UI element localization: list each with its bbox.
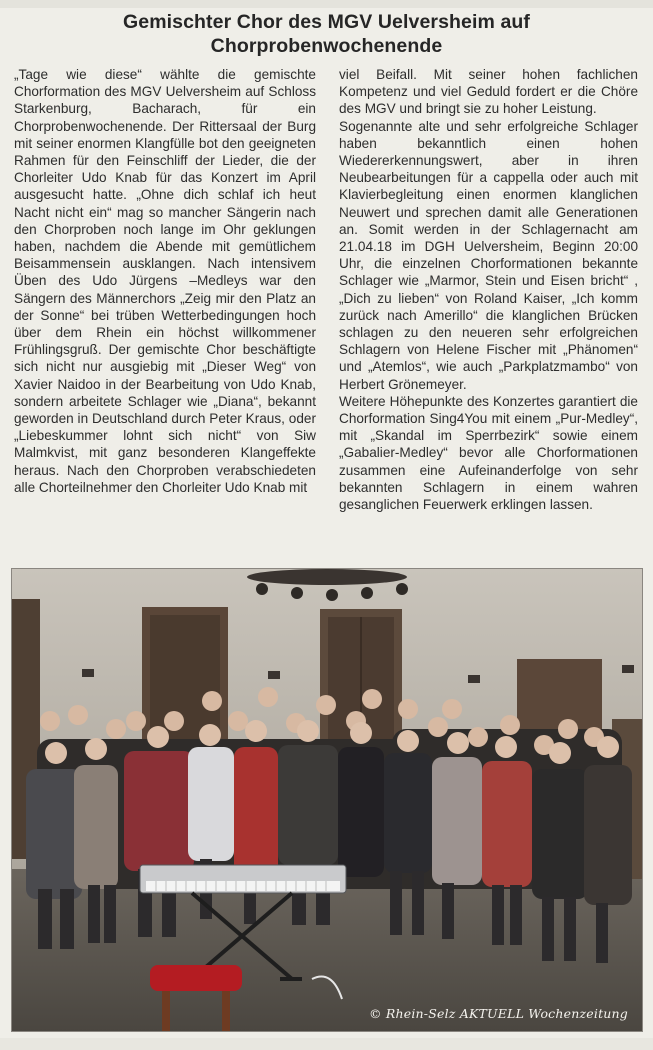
right-column-paragraph-2: Sogenannte alte und sehr erfolgreiche Schlager haben bekanntlich einen hohen Wiedererkennungswert, aber in ihren Neubearbeitungen für a cappella oder auch mit Klavierbegleitung einen enormen klanglichen Neuwert und sprechen damit alle Generationen an. Somit werden in der Schlagernacht am 21.04.18 im DGH Uelversheim, Beginn 20:00 Uhr, die einzelnen Chorformationen bekannte Schlager wie „Marmor, Stein und Eisen bricht“ , „Dich zu lieben“ von Roland Kaiser, „Ich komm zurück nach Amerillo“ die klanglichen Brücken schlagen zu den neueren sehr erfolgreichen Schlagern von Helene Fischer mit „Phänomen“ und „Atemlos“, wie auch „Parkplatzmambo“ von Herbert Grönemeyer. [339,118,638,392]
photo-illustration [12,569,643,1032]
left-column-text: „Tage wie diese“ wählte die gemischte Chorformation des MGV Uelversheim auf Schloss Starkenburg, Bacharach, für ein Chorprobenwochenende. Der Rittersaal der Burg mit seiner enormen Klangfülle bot den geeigneten Rahmen für den Feinschliff der Lieder, die der Chorleiter Udo Knab für das Konzert im April ausgesucht hatte. „Ohne dich schlaf ich heut Nacht nicht ein“ mag so mancher Sängerin nach den Chorproben noch lange im Ohr geklungen haben, nachdem die Abende mit gemütlichem Beisammensein ausklangen. Nach intensivem Üben des Udo Jürgens –Medleys war den Sängern des Männerchors „Zeig mir den Platz an der Sonne“ bei trüben Wetterbedingungen hoch über dem Rhein ein höchst willkommener Frühlingsgruß. Der gemischte Chor beschäftigte sich nicht nur ausgiebig mit „Dieser Weg“ von Xavier Naidoo in der Bearbeitung von Udo Knab, sondern arbeitete Schlager wie „Diana“, bekannt geworden in Deutschland durch Peter Kraus, oder „Liebeskummer lohnt sich nicht“ von Siw Malmkvist, mit ganz besonderen Klangeffekte heraus. Nach den Chorproben verabschiedeten alle Chorteilnehmer den Chorleiter Udo Knab mit [14,67,316,495]
article-headline [20,10,633,58]
right-column-paragraph-1: viel Beifall. Mit seiner hohen fachlichen Kompetenz und viel Geduld fordert er die Chöre des MGV und bringt sie zu hoher Leistung. [339,67,638,117]
article-left-column [14,66,316,496]
page-bottom-edge [0,1038,653,1050]
headline-line-2: Chorprobenwochenende [210,35,443,57]
choir-group-photo [11,568,643,1032]
page-top-edge [0,0,653,8]
photo-credit: © Rhein-Selz AKTUELL Wochenzeitung [369,1006,628,1021]
headline-line-1: Gemischter Chor des MGV Uelversheim auf [122,11,531,33]
right-column-paragraph-3: Weitere Höhepunkte des Konzertes garantiert die Chorformation Sing4You mit einem „Pur-Medley“, mit „Skandal im Sperrbezirk“ sowie einem „Gabalier-Medley“ bevor alle Chorformationen zusammen eine Aufeinanderfolge von sehr bekannten Schlagern in einem wahren gesanglichen Feuerwerk erklingen lassen. [339,393,638,513]
article-right-column [339,66,638,513]
